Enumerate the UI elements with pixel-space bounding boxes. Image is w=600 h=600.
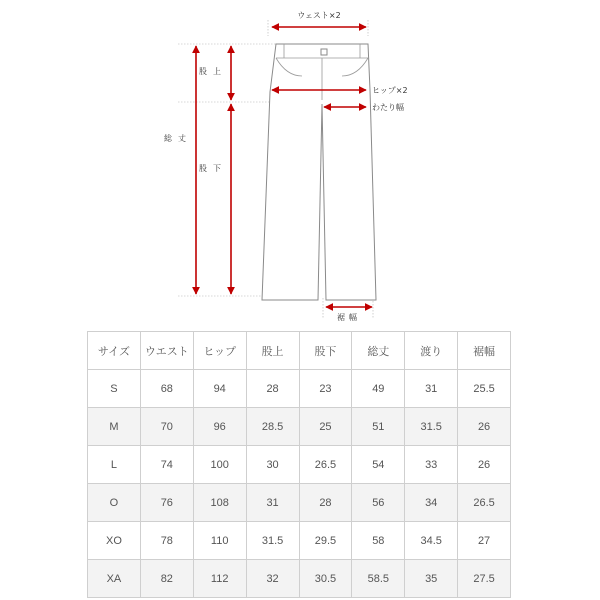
measurement-cell: 110 (193, 522, 246, 560)
measurement-cell: 34.5 (405, 522, 458, 560)
measurement-cell: 31 (246, 484, 299, 522)
header-length: 総丈 (352, 332, 405, 370)
measurement-cell: 31.5 (405, 408, 458, 446)
measurement-cell: 68 (140, 370, 193, 408)
hem-label: 裾幅 (337, 313, 361, 322)
measurement-cell: 54 (352, 446, 405, 484)
table-row (88, 446, 511, 484)
header-inseam: 股下 (299, 332, 352, 370)
table-row (88, 408, 511, 446)
measurement-cell: 25 (299, 408, 352, 446)
table-row (88, 560, 511, 598)
size-cell: L (88, 446, 141, 484)
measurement-cell: 58.5 (352, 560, 405, 598)
measurement-cell: 25.5 (458, 370, 511, 408)
measurement-cell: 26 (458, 408, 511, 446)
measurement-cell: 31 (405, 370, 458, 408)
measurement-cell: 112 (193, 560, 246, 598)
table-body (88, 370, 511, 598)
size-cell: O (88, 484, 141, 522)
measurement-cell: 94 (193, 370, 246, 408)
waist-label: ウェスト×2 (297, 11, 341, 20)
measurement-cell: 28.5 (246, 408, 299, 446)
header-size: サイズ (88, 332, 141, 370)
size-cell: XO (88, 522, 141, 560)
rise-label: 股上 (199, 67, 227, 76)
measurement-cell: 33 (405, 446, 458, 484)
table-row (88, 484, 511, 522)
measurement-cell: 74 (140, 446, 193, 484)
pants-illustration (262, 44, 376, 300)
size-cell: XA (88, 560, 141, 598)
measurement-cell: 56 (352, 484, 405, 522)
measurement-cell: 51 (352, 408, 405, 446)
measurement-cell: 58 (352, 522, 405, 560)
measurement-cell: 26 (458, 446, 511, 484)
size-cell: S (88, 370, 141, 408)
measurement-cell: 23 (299, 370, 352, 408)
table-row (88, 370, 511, 408)
thigh-label: わたり幅 (372, 103, 404, 112)
measurement-cell: 28 (299, 484, 352, 522)
inseam-label: 股下 (199, 164, 227, 173)
table-header-row (88, 332, 511, 370)
measurement-cell: 26.5 (299, 446, 352, 484)
measurement-cell: 35 (405, 560, 458, 598)
length-label: 総丈 (164, 134, 192, 143)
hip-label: ヒップ×2 (372, 86, 408, 95)
table-row (88, 522, 511, 560)
measurement-cell: 70 (140, 408, 193, 446)
measurement-cell: 32 (246, 560, 299, 598)
measurement-cell: 30.5 (299, 560, 352, 598)
header-hem: 裾幅 (458, 332, 511, 370)
measurement-cell: 76 (140, 484, 193, 522)
measurement-cell: 49 (352, 370, 405, 408)
measurement-cell: 28 (246, 370, 299, 408)
measurement-cell: 31.5 (246, 522, 299, 560)
measurement-cell: 27.5 (458, 560, 511, 598)
size-cell: M (88, 408, 141, 446)
measurement-cell: 27 (458, 522, 511, 560)
size-chart-table (87, 331, 511, 598)
measurement-cell: 96 (193, 408, 246, 446)
measurement-cell: 29.5 (299, 522, 352, 560)
measurement-cell: 26.5 (458, 484, 511, 522)
header-waist: ウエスト (140, 332, 193, 370)
measurement-cell: 30 (246, 446, 299, 484)
measurement-cell: 78 (140, 522, 193, 560)
measurement-cell: 108 (193, 484, 246, 522)
header-rise: 股上 (246, 332, 299, 370)
measurement-cell: 82 (140, 560, 193, 598)
measurement-cell: 100 (193, 446, 246, 484)
measurement-cell: 34 (405, 484, 458, 522)
header-hip: ヒップ (193, 332, 246, 370)
header-thigh: 渡り (405, 332, 458, 370)
